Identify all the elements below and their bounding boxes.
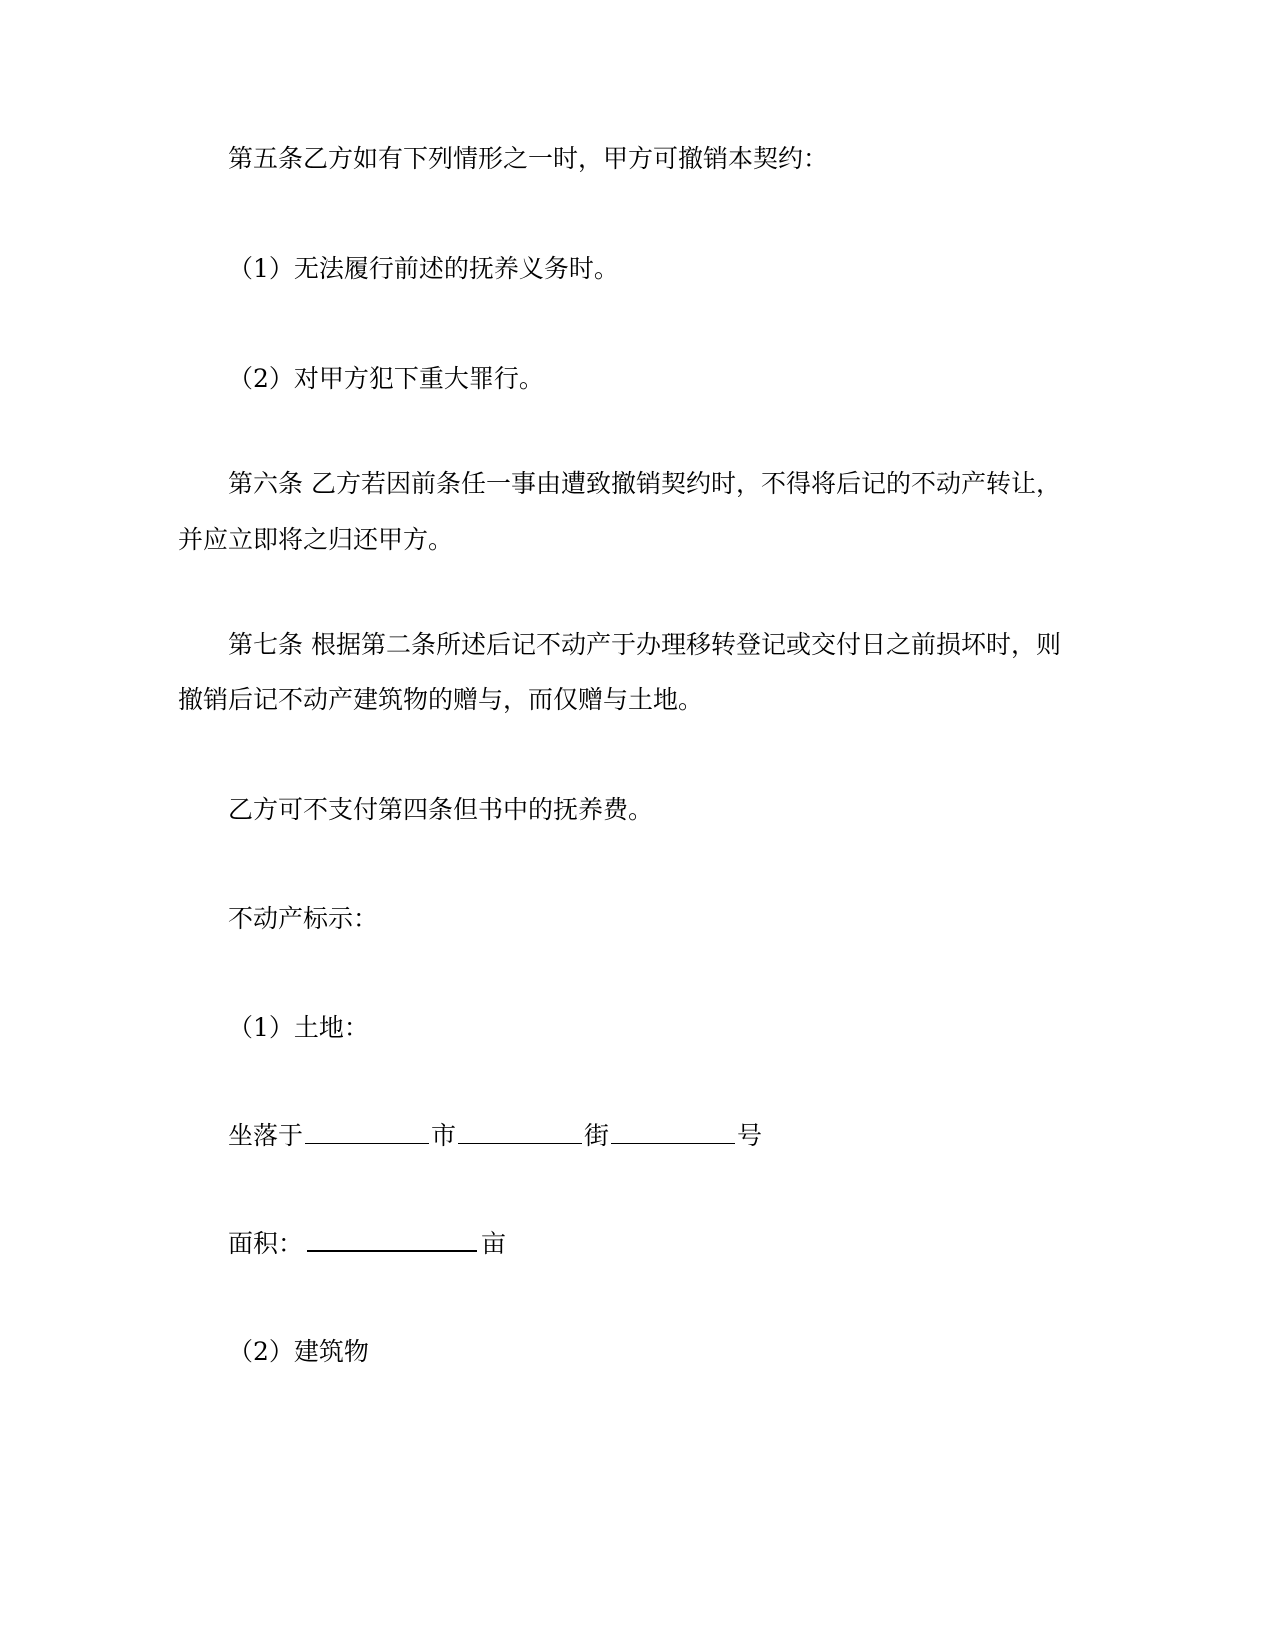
street-suffix: 街 bbox=[584, 1121, 610, 1150]
city-suffix: 市 bbox=[431, 1121, 457, 1150]
article6-line2: 并应立即将之归还甲方。 bbox=[178, 525, 454, 554]
article5-heading: 第五条乙方如有下列情形之一时，甲方可撤销本契约： bbox=[228, 144, 829, 173]
street-blank[interactable] bbox=[458, 1121, 582, 1144]
area-line bbox=[228, 1228, 506, 1260]
article7-note: 乙方可不支付第四条但书中的抚养费。 bbox=[228, 795, 654, 824]
article7-line1: 第七条 根据第二条所述后记不动产于办理移转登记或交付日之前损坏时，则 bbox=[228, 630, 1061, 659]
area-blank[interactable] bbox=[307, 1228, 477, 1252]
location-line bbox=[228, 1120, 762, 1152]
location-prefix: 坐落于 bbox=[228, 1121, 304, 1150]
number-blank[interactable] bbox=[611, 1121, 735, 1144]
city-blank[interactable] bbox=[305, 1121, 429, 1144]
building-label: （2）建筑物 bbox=[228, 1337, 369, 1366]
article7-line2: 撤销后记不动产建筑物的赠与，而仅赠与土地。 bbox=[178, 685, 704, 714]
area-unit: 亩 bbox=[481, 1229, 507, 1258]
article5-item2: （2）对甲方犯下重大罪行。 bbox=[228, 364, 544, 393]
land-label: （1）土地： bbox=[228, 1013, 369, 1042]
article5-item1: （1）无法履行前述的抚养义务时。 bbox=[228, 254, 619, 283]
number-suffix: 号 bbox=[737, 1121, 763, 1150]
area-label: 面积： bbox=[228, 1229, 304, 1258]
article6-line1: 第六条 乙方若因前条任一事由遭致撤销契约时，不得将后记的不动产转让， bbox=[228, 469, 1061, 498]
property-heading: 不动产标示： bbox=[228, 904, 379, 933]
